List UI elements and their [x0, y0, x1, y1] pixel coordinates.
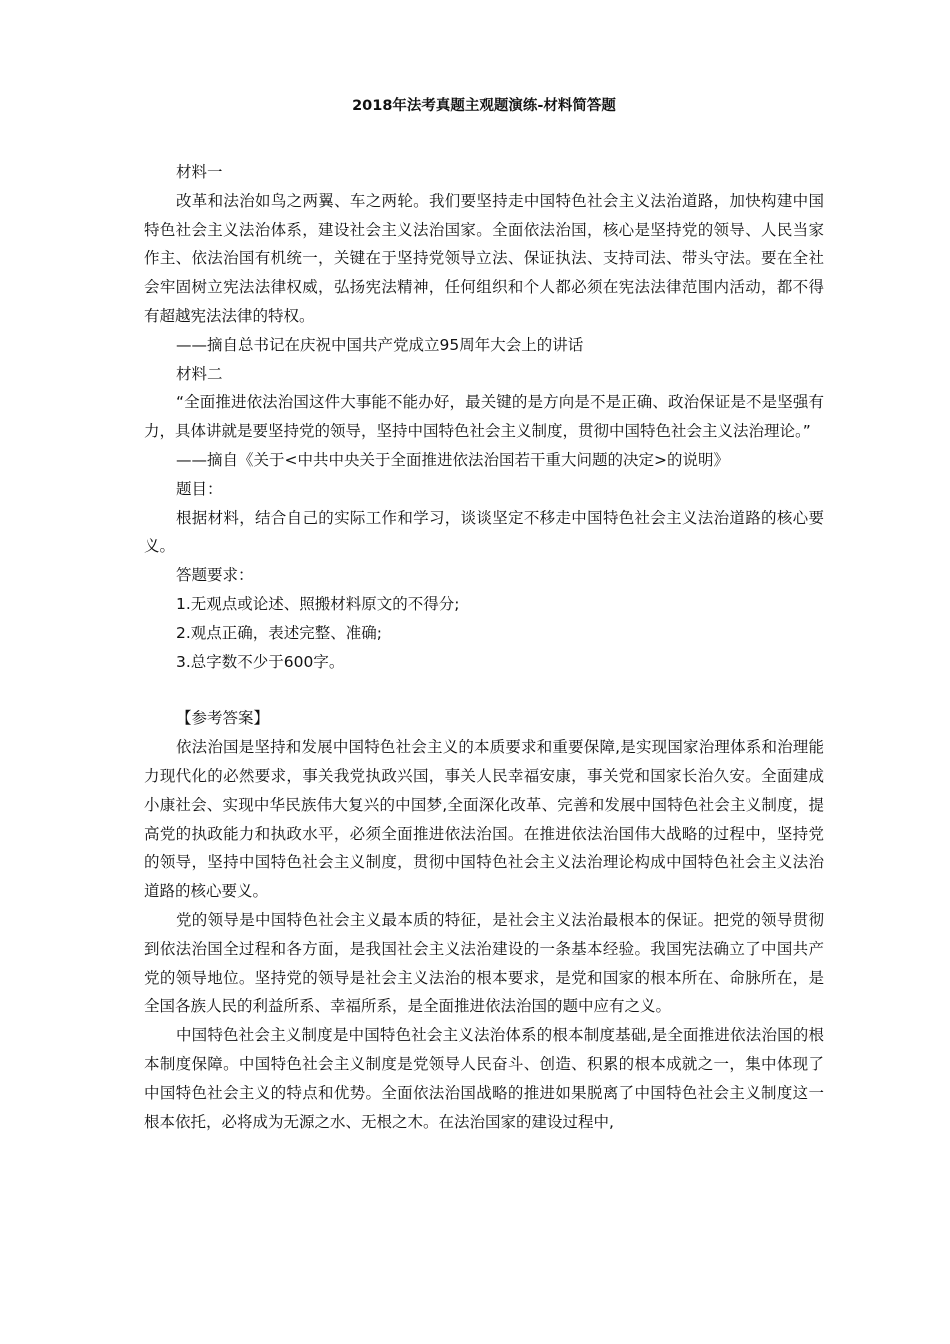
answer-label: 【参考答案】: [176, 709, 270, 728]
answer-paragraph: 中国特色社会主义制度是中国特色社会主义法治体系的根本制度基础,是全面推进依法治国的根本制度保障。中国特色社会主义制度是党领导人民奋斗、创造、积累的根本成就之一，集中体现了中国特色社会主义的特点和优势。全面依法治国战略的推进如果脱离了中国特色社会主义制度这一根本依托，必将成为无源之水、无根之木。在法治国家的建设过程中,: [144, 1026, 824, 1131]
requirement-item: 3.总字数不少于600字。: [176, 652, 345, 671]
requirement-item: 1.无观点或论述、照搬材料原文的不得分;: [176, 594, 460, 613]
question-body: 根据材料，结合自己的实际工作和学习，谈谈坚定不移走中国特色社会主义法治道路的核心要义。: [144, 508, 824, 556]
question-label: 题目：: [176, 479, 223, 498]
material1-label: 材料一: [176, 163, 223, 181]
document-page: [144, 96, 824, 1136]
answer-paragraph: 党的领导是中国特色社会主义最本质的特征，是社会主义法治最根本的保证。把党的领导贯彻到依法治国全过程和各方面，是我国社会主义法治建设的一条基本经验。我国宪法确立了中国共产党的领导地位。坚持党的领导是社会主义法治的根本要求，是党和国家的根本所在、命脉所在，是全国各族人民的利益所系、幸福所系，是全面推进依法治国的题中应有之义。: [144, 910, 824, 1016]
requirements-label: 答题要求：: [176, 566, 254, 585]
requirement-item: 2.观点正确，表述完整、准确;: [176, 623, 383, 642]
material2-label: 材料二: [176, 364, 223, 383]
material1-body: 改革和法治如鸟之两翼、车之两轮。我们要坚持走中国特色社会主义法治道路，加快构建中国特色社会主义法治体系，建设社会主义法治国家。全面依法治国，核心是坚持党的领导、人民当家作主、依法治国有机统一，关键在于坚持党领导立法、保证执法、支持司法、带头守法。要在全社会牢固树立宪法法律权威，弘扬宪法精神，任何组织和个人都必须在宪法法律范围内活动，都不得有超越宪法法律的特权。: [144, 191, 824, 325]
answer-paragraph: 依法治国是坚持和发展中国特色社会主义的本质要求和重要保障,是实现国家治理体系和治理能力现代化的必然要求，事关我党执政兴国，事关人民幸福安康，事关党和国家长治久安。全面建成小康社会、实现中华民族伟大复兴的中国梦,全面深化改革、完善和发展中国特色社会主义制度，提高党的执政能力和执政水平，必须全面推进依法治国。在推进依法治国伟大战略的过程中，坚持党的领导，坚持中国特色社会主义制度，贯彻中国特色社会主义法治理论构成中国特色社会主义法治道路的核心要义。: [144, 738, 824, 901]
document-title: 2018年法考真题主观题演练-材料简答题: [352, 98, 616, 114]
material2-source: ——摘自《关于<中共中央关于全面推进依法治国若干重大问题的决定>的说明》: [176, 450, 729, 469]
material1-source: ——摘自总书记在庆祝中国共产党成立95周年大会上的讲话: [176, 335, 584, 354]
material2-body: “全面推进依法治国这件大事能不能办好，最关键的是方向是不是正确、政治保证是不是坚强有力，具体讲就是要坚持党的领导，坚持中国特色社会主义制度，贯彻中国特色社会主义法治理论。”: [144, 393, 824, 441]
